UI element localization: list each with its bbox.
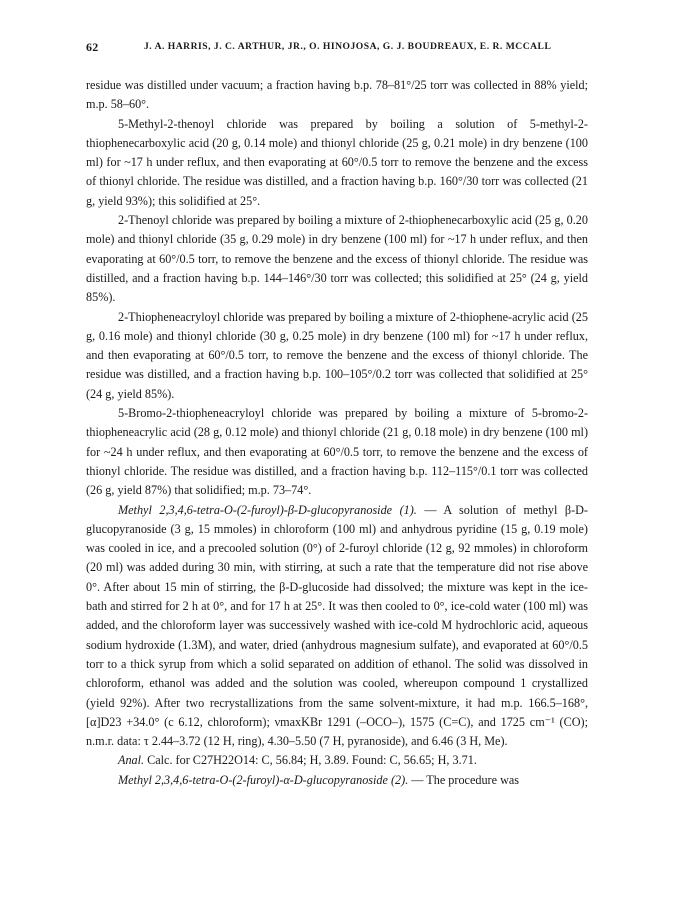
body-text	[86, 76, 588, 790]
paragraph	[86, 501, 588, 752]
paragraph-text: 5-Bromo-2-thiopheneacryloyl chloride was prepared by boiling a mixture of 5-bromo-2-thiopheneacrylic acid (28 g, 0.12 mole) and thionyl chloride (21 g, 0.18 mole) in dry benzene (100 ml) for ~24 h under reflux, and then evaporating at 60°/0.5 torr, to remove the benzene and the excess of thionyl chloride. The residue was distilled, and a fraction having b.p. 112–115°/0.1 torr was collected (26 g, yield 87%) that solidified; m.p. 73–74°.	[86, 406, 588, 498]
page-number: 62	[86, 40, 99, 54]
paragraph	[86, 751, 588, 770]
paragraph-heading: Anal.	[118, 753, 145, 768]
paragraph-text: Calc. for C27H22O14: C, 56.84; H, 3.89. Found: C, 56.65; H, 3.71.	[144, 753, 477, 768]
paragraph-text: — The procedure was	[408, 772, 520, 787]
paragraph	[86, 308, 588, 404]
paragraph-heading: Methyl 2,3,4,6-tetra-O-(2-furoyl)-α-D-glucopyranoside (2).	[118, 772, 409, 787]
paragraph	[86, 76, 588, 115]
paragraph-text: — A solution of methyl β-D-glucopyranoside (3 g, 15 mmoles) in chloroform (100 ml) and anhydrous pyridine (15 g, 0.19 mole) was cooled in ice, and a precooled solution (0°) of 2-furoyl chloride (12 g, 92 mmoles) in chloroform (20 ml) was added during 30 min, with stirring, at such a rate that the temperature did not rise above 0°. After about 15 min of stirring, the β-D-glucoside had dissolved; the mixture was kept in the ice-bath and stirred for 2 h at 0°, and for 17 h at 25°. It was then cooled to 0°, ice-cold water (100 ml) was added, and the chloroform layer was successively washed with ice-cold M hydrochloric acid, aqueous sodium hydroxide (1.3M), and water, dried (anhydrous magnesium sulfate), and evaporated at 60°/0.5 torr to a thick syrup from which a solid separated on addition of ethanol. The solid was dissolved in chloroform, ethanol was added and the solution was cooled, whereupon compound 1 crystallized (yield 92%). After two recrystallizations from the same solvent-mixture, it had m.p. 166.5–168°, [α]D23 +34.0° (c 6.12, chloroform); νmaxKBr 1291 (–OCO–), 1575 (C=C), and 1725 cm⁻¹ (CO); n.m.r. data: τ 2.44–3.72 (12 H, ring), 4.30–5.50 (7 H, pyranoside), and 6.46 (3 H, Me).	[86, 502, 588, 749]
paragraph-text: residue was distilled under vacuum; a fraction having b.p. 78–81°/25 torr was collected in 88% yield; m.p. 58–60°.	[86, 78, 588, 112]
paragraph	[86, 404, 588, 500]
paragraph-heading: Methyl 2,3,4,6-tetra-O-(2-furoyl)-β-D-glucopyranoside (1).	[118, 502, 417, 517]
paragraph-text: 2-Thiopheneacryloyl chloride was prepared by boiling a mixture of 2-thiophene-acrylic acid (25 g, 0.16 mole) and thionyl chloride (30 g, 0.25 mole) in dry benzene (100 ml) for ~17 h under reflux, and then evaporating at 60°/0.5 torr, to remove the benzene and the excess of thionyl chloride. The residue was distilled, and a fraction having b.p. 100–105°/0.2 torr was collected that solidified at 25° (24 g, yield 85%).	[86, 309, 588, 401]
running-head-authors: J. A. HARRIS, J. C. ARTHUR, JR., O. HINOJOSA, G. J. BOUDREAUX, E. R. MCCALL	[144, 41, 552, 52]
paragraph-text: 5-Methyl-2-thenoyl chloride was prepared by boiling a solution of 5-methyl-2-thiophenecarboxylic acid (20 g, 0.14 mole) and thionyl chloride (25 g, 0.21 mole) in dry benzene (100 ml) for ~17 h under reflux, and then evaporating at 60°/0.5 torr to remove the benzene and the excess of thionyl chloride. The residue was distilled, and a fraction having b.p. 160°/30 torr was collected (21 g, yield 93%); this solidified at 25°.	[86, 116, 588, 208]
running-head	[86, 40, 588, 60]
paragraph-text: 2-Thenoyl chloride was prepared by boiling a mixture of 2-thiophenecarboxylic acid (25 g, 0.20 mole) and thionyl chloride (35 g, 0.29 mole) in dry benzene (100 ml) for ~17 h under reflux, and then evaporating at 60°/0.5 torr, to remove the benzene and the excess of thionyl chloride. The residue was distilled, and a fraction having b.p. 144–146°/30 torr was collected; this solidified at 25° (24 g, yield 85%).	[86, 213, 588, 305]
paragraph	[86, 771, 588, 790]
paragraph	[86, 211, 588, 307]
page	[86, 40, 588, 790]
paragraph	[86, 115, 588, 211]
